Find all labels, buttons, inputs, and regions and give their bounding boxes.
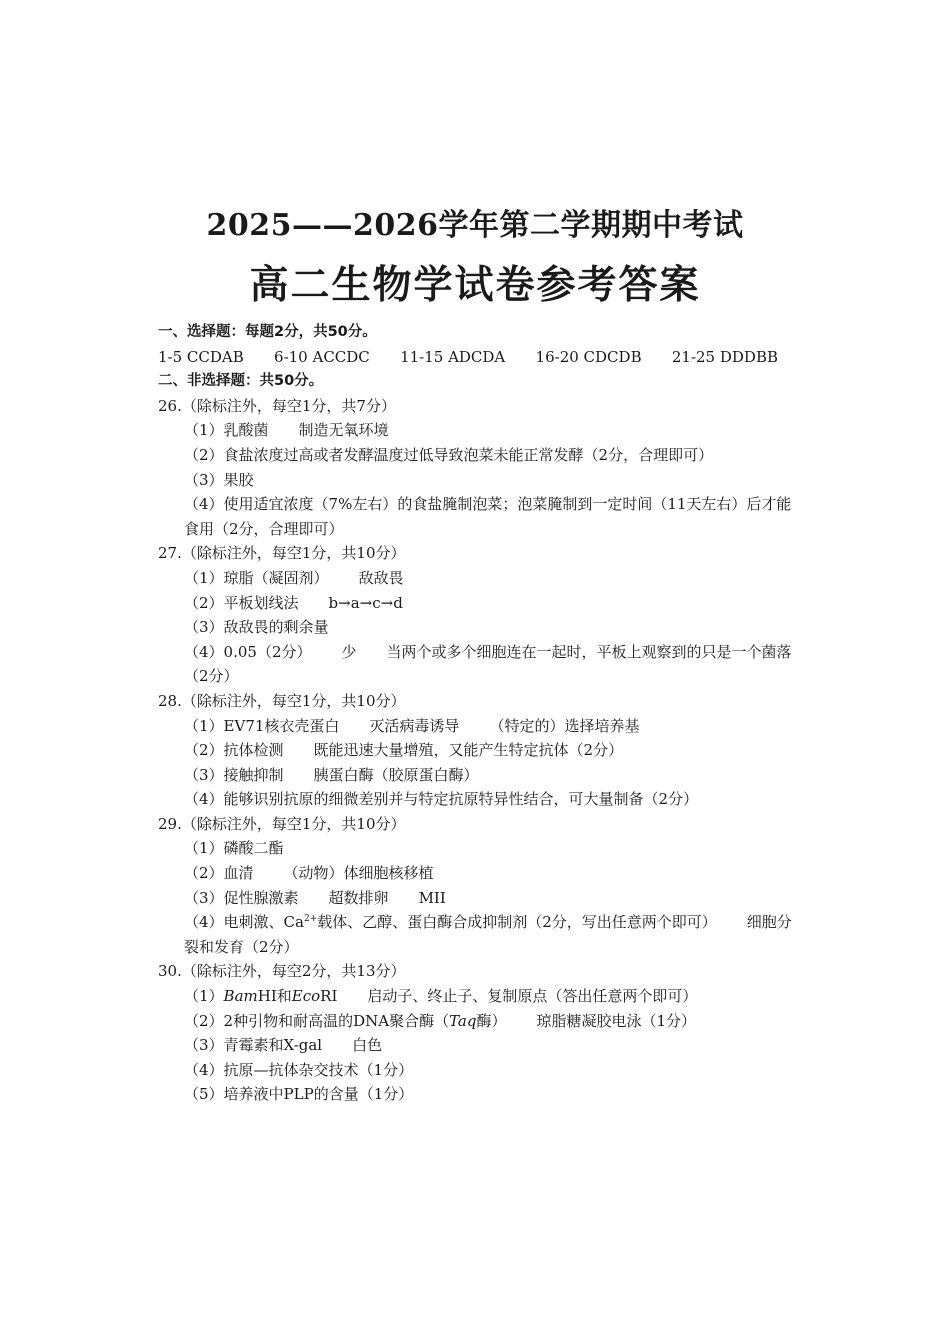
answer-part: 当两个或多个细胞连在一起时，平板上观察到的只是一个菌落（2分） bbox=[184, 642, 792, 686]
mcq-group: 11-15 ADCDA bbox=[400, 347, 506, 366]
q30-answer-2 bbox=[158, 1009, 798, 1034]
q29-answer-4 bbox=[158, 910, 798, 959]
answer-part: 载体、乙醇、蛋白酶合成抑制剂（2分，写出任意两个即可） bbox=[317, 913, 717, 932]
q27-answer-2 bbox=[158, 591, 798, 616]
q29-heading: 29.（除标注外，每空1分，共10分） bbox=[158, 814, 406, 833]
q30-heading: 30.（除标注外，每空2分，共13分） bbox=[158, 962, 406, 981]
answer-part: b→a→c→d bbox=[328, 593, 403, 612]
answer-part: 白色 bbox=[352, 1036, 383, 1055]
answer-part: （3）接触抑制 bbox=[184, 765, 284, 784]
answer-part: 胰蛋白酶（胶原蛋白酶） bbox=[313, 765, 479, 784]
mcq-group: 6-10 ACCDC bbox=[274, 347, 370, 366]
answer-part: 制造无氧环境 bbox=[298, 421, 389, 440]
answer-part: （1）EV71核衣壳蛋白 bbox=[184, 716, 340, 735]
answer-part: （2）抗体检测 bbox=[184, 741, 284, 760]
q28-answer-1 bbox=[158, 714, 798, 739]
answer-part: （特定的）选择培养基 bbox=[489, 716, 640, 735]
q28-heading: 28.（除标注外，每空1分，共10分） bbox=[158, 691, 406, 710]
q29-answer-3 bbox=[158, 886, 798, 911]
answer-part: RⅠ bbox=[320, 987, 338, 1006]
q30-answer-1 bbox=[158, 984, 798, 1009]
q27-answer-1 bbox=[158, 566, 798, 591]
answer-part: 灭活病毒诱导 bbox=[369, 716, 460, 735]
answer-part: 少 bbox=[341, 642, 357, 661]
q28-answer-2 bbox=[158, 738, 798, 763]
italic-term: Eco bbox=[291, 987, 321, 1006]
answer-part: （4）电刺激、Ca bbox=[184, 913, 304, 932]
answer-part: （3）青霉素和X-gal bbox=[184, 1036, 323, 1055]
q26-answer-1 bbox=[158, 418, 798, 443]
answer-part: MII bbox=[418, 888, 446, 907]
mcq-answers bbox=[158, 345, 778, 370]
answer-part: （动物）体细胞核移植 bbox=[283, 864, 434, 883]
q30-answer-3 bbox=[158, 1033, 798, 1058]
q29-answer-1: （1）磷酸二酯 bbox=[184, 839, 284, 858]
answer-part: （3）促性腺激素 bbox=[184, 888, 299, 907]
q27-answer-3: （3）敌敌畏的剩余量 bbox=[184, 618, 329, 637]
answer-part: 既能迅速大量增殖，又能产生特定抗体（2分） bbox=[313, 741, 624, 760]
q27-heading: 27.（除标注外，每空1分，共10分） bbox=[158, 544, 406, 563]
mcq-group: 16-20 CDCDB bbox=[535, 347, 642, 366]
q28-answer-3 bbox=[158, 763, 798, 788]
answer-part: （2）平板划线法 bbox=[184, 593, 299, 612]
q27-answer-4 bbox=[158, 640, 798, 689]
mcq-group: 1-5 CCDAB bbox=[158, 347, 244, 366]
answer-part: （1）乳酸菌 bbox=[184, 421, 269, 440]
answer-part: 琼脂糖凝胶电泳（1分） bbox=[536, 1011, 697, 1030]
q30-answer-5: （5）培养液中PLP的含量（1分） bbox=[184, 1085, 414, 1104]
q26-heading: 26.（除标注外，每空1分，共7分） bbox=[158, 396, 396, 415]
answer-part: 酶） bbox=[476, 1011, 507, 1030]
answer-part: HⅠ和 bbox=[257, 987, 292, 1006]
answer-part: 超数排卵 bbox=[328, 888, 389, 907]
answer-part: （1）琼脂（凝固剂） bbox=[184, 568, 329, 587]
q30-answer-4: （4）抗原—抗体杂交技术（1分） bbox=[184, 1060, 414, 1079]
mcq-group: 21-25 DDDBB bbox=[671, 347, 778, 366]
answer-part: （2）血清 bbox=[184, 864, 254, 883]
superscript: 2+ bbox=[303, 914, 318, 925]
answer-part: 敌敌畏 bbox=[358, 568, 404, 587]
italic-term: Bam bbox=[223, 987, 258, 1006]
section-heading-nonmcq: 二、非选择题：共50分。 bbox=[158, 373, 324, 390]
answer-key-title: 高二生物学试卷参考答案 bbox=[249, 262, 701, 308]
q29-answer-2 bbox=[158, 861, 798, 886]
q26-answer-2: （2）食盐浓度过高或者发酵温度过低导致泡菜未能正常发酵（2分，合理即可） bbox=[184, 445, 714, 464]
answer-part: （2）2种引物和耐高温的DNA聚合酶（ bbox=[184, 1011, 450, 1030]
italic-term: Taq bbox=[449, 1011, 477, 1030]
q26-answer-3: （3）果胶 bbox=[184, 470, 254, 489]
answer-part: 启动子、终止子、复制原点（答出任意两个即可） bbox=[367, 987, 698, 1006]
answer-content bbox=[158, 320, 798, 1107]
q28-answer-4: （4）能够识别抗原的细微差别并与特定抗原特异性结合，可大量制备（2分） bbox=[184, 790, 699, 809]
answer-part: （1） bbox=[184, 987, 224, 1006]
answer-part: （4）0.05（2分） bbox=[184, 642, 312, 661]
q26-answer-4: （4）使用适宜浓度（7%左右）的食盐腌制泡菜；泡菜腌制到一定时间（11天左右）后才能食用（2分，合理即可） bbox=[184, 495, 792, 538]
exam-title: 2025——2026学年第二学期期中考试 bbox=[206, 208, 744, 243]
section-heading-mcq: 一、选择题：每题2分，共50分。 bbox=[158, 324, 377, 340]
answer-part: 细胞分裂和发育（2分） bbox=[184, 913, 792, 956]
